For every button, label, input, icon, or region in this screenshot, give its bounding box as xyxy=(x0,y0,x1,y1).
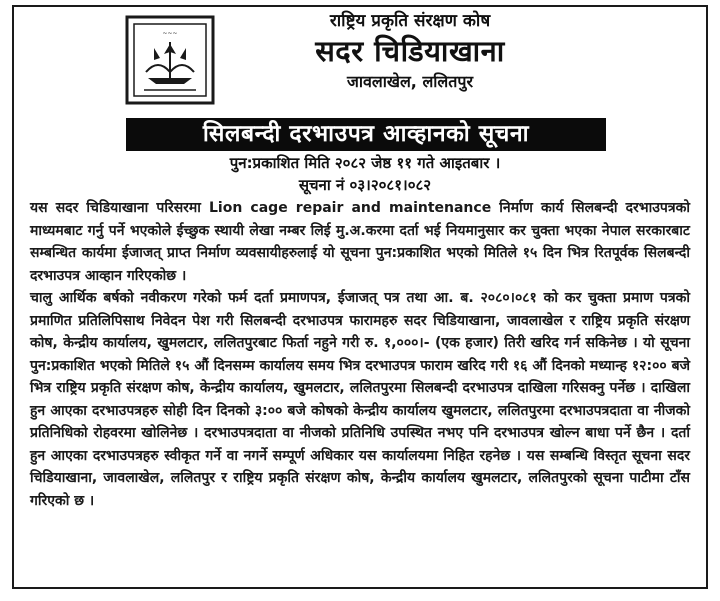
paragraph-intro: यस सदर चिडियाखाना परिसरमा Lion cage repair and maintenance निर्माण कार्य सिलबन्दी दरभाउपत्रको माध्यमबाट गर्नु पर्ने भएकोले ईच्छुक स्थायी लेखा नम्बर लिई मु.अ.करमा दर्ता भई नियमानुसार कर चुक्ता भएका नेपाल सरकारबाट सम्बन्धित कार्यमा ईजाजत् प्राप्त निर्माण व्यवसायीहरुलाई यो सूचना पुन:प्रकाशित भएको मितिले १५ दिन भित्र रितपूर्वक सिलबन्दी दरभाउपत्र आव्हान गरिएकोछ । xyxy=(30,200,690,284)
svg-text:~~~: ~~~ xyxy=(162,30,178,37)
notice-body xyxy=(30,197,690,512)
notice-title-banner: सिलबन्दी दरभाउपत्र आव्हानको सूचना xyxy=(126,118,606,151)
header xyxy=(200,10,620,94)
zoo-name: सदर चिडियाखाना xyxy=(315,34,505,68)
paragraph-details: चालु आर्थिक बर्षको नवीकरण गरेको फर्म दर्ता प्रमाणपत्र, ईजाजत् पत्र तथा आ. ब. २०८०।०८१ को कर चुक्ता प्रमाण पत्रको प्रमाणित प्रतिलिपिसाथ निवेदन पेश गरी सिलबन्दी दरभाउपत्र फारामहरु सदर चिडियाखाना, जावलाखेल र राष्ट्रिय प्रकृति संरक्षण कोष, केन्द्रीय कार्यालय, खुमलटार, ललितपुरबाट फिर्ता नहुने गरी रु. १,०००।- (एक हजार) तिरी खरिद गर्न सकिनेछ । यो सूचना पुन:प्रकाशित भएको मितिले १५ औं दिनसम्म कार्यालय समय भित्र दरभाउपत्र फाराम खरिद गरी १६ औं दिनको मध्यान्ह १२:०० बजे भित्र राष्ट्रिय प्रकृति संरक्षण कोष, केन्द्रीय कार्यालय, खुमलटार, ललितपुरमा सिलबन्दी दरभाउपत्र दाखिला गरिसक्नु पर्नेछ । दाखिला हुन आएका दरभाउपत्रहरु सोही दिन दिनको ३:०० बजे कोषको केन्द्रीय कार्यालय खुमलटार, ललितपुरमा दरभाउपत्रदाता वा नीजको प्रतिनिधिको रोहवरमा खोलिनेछ । दरभाउपत्रदाता वा नीजको प्रतिनिधि उपस्थित नभए पनि दरभाउपत्र खोल्न बाधा पर्ने छैन । दर्ता हुन आएका दरभाउपत्रहरु स्वीकृत गर्ने वा नगर्ने सम्पूर्ण अधिकार यस कार्यालयमा निहित रहनेछ । यस सम्बन्धि विस्तृत सूचना सदर चिडियाखाना, जावलाखेल, ललितपुर र राष्ट्रिय प्रकृति संरक्षण कोष, केन्द्रीय कार्यालय खुमलटार, ललितपुरको सूचना पाटीमा टाँस गरिएको छ । xyxy=(30,290,690,509)
location: जावलाखेल, ललितपुर xyxy=(346,72,474,91)
republish-date: पुन:प्रकाशित मिति २०८२ जेष्ठ ११ गते आइतबार । xyxy=(229,154,501,172)
notice-number: सूचना नं ०३।२०८१।०८२ xyxy=(298,176,432,194)
org-name: राष्ट्रिय प्रकृति संरक्षण कोष xyxy=(329,11,491,31)
